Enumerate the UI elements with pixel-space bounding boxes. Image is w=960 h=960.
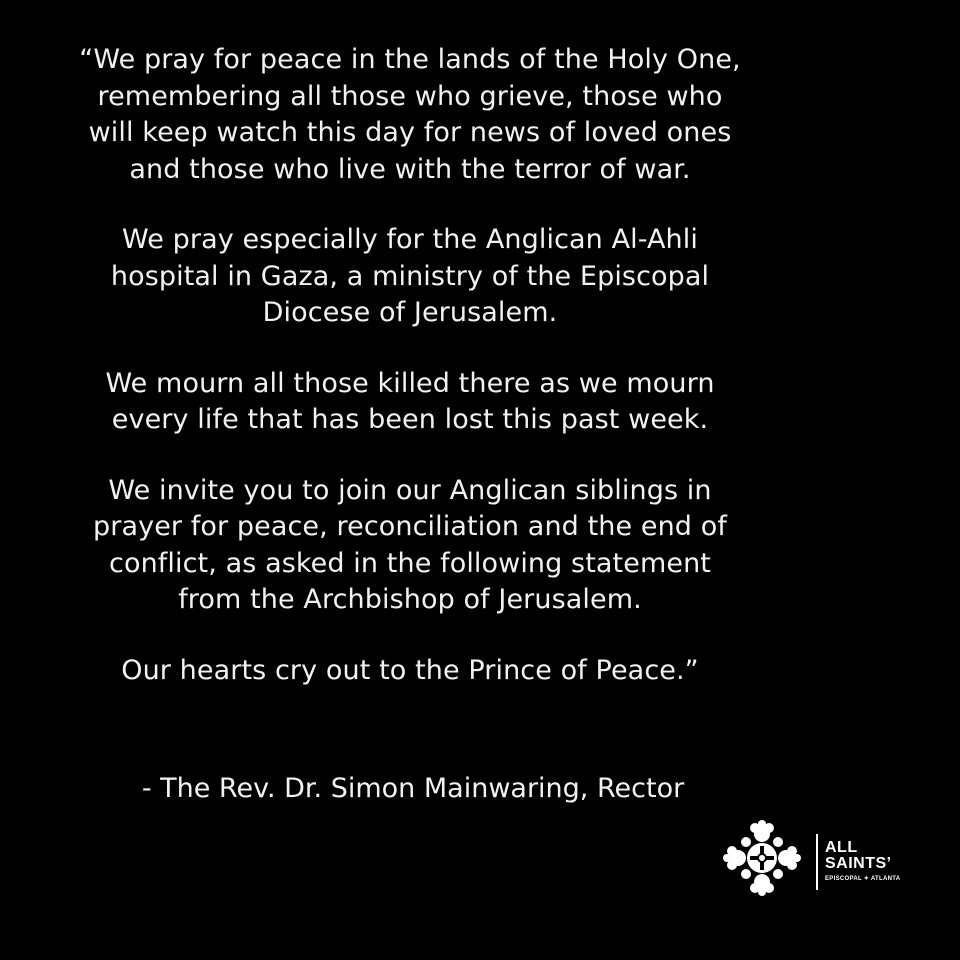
- stanza-5: [0, 653, 820, 690]
- quote-line: We mourn all those killed there as we mourn: [105, 367, 715, 399]
- quote-line: Diocese of Jerusalem.: [262, 297, 558, 328]
- quote-line: will keep watch this day for news of loved ones: [88, 117, 732, 148]
- logo-wordmark: [825, 840, 900, 882]
- logo-line-all: ALL: [825, 839, 858, 856]
- logo-divider: [816, 834, 818, 890]
- quote-line: and those who live with the terror of war.: [129, 153, 691, 185]
- logo-line-saints: SAINTS’: [825, 855, 892, 872]
- quote-line: hospital in Gaza, a ministry of the Episcopal: [110, 260, 710, 292]
- attribution: - The Rev. Dr. Simon Mainwaring, Rector: [141, 773, 685, 804]
- cross-flower-icon: [719, 820, 805, 896]
- quote-line: remembering all those who grieve, those who: [97, 80, 723, 112]
- quote-line: from the Archbishop of Jerusalem.: [178, 584, 642, 615]
- stanza-2: [0, 222, 820, 332]
- quote-line: We invite you to join our Anglican siblings in: [108, 474, 712, 506]
- logo-subtitle: EPISCOPAL ✦ ATLANTA: [825, 876, 901, 882]
- stanza-3: [0, 366, 820, 439]
- all-saints-logo: [719, 820, 919, 900]
- quote-line: prayer for peace, reconciliation and the end of: [93, 511, 727, 542]
- quote-block: [0, 42, 820, 723]
- quote-line: conflict, as asked in the following statement: [109, 547, 711, 579]
- quote-line: Our hearts cry out to the Prince of Peace.”: [121, 654, 699, 686]
- stanza-4: [0, 473, 820, 619]
- quote-line: We pray especially for the Anglican Al-Ahli: [122, 224, 698, 255]
- quote-line: “We pray for peace in the lands of the Holy One,: [79, 44, 741, 75]
- quote-line: every life that has been lost this past week.: [111, 404, 709, 435]
- stanza-1: [0, 42, 820, 188]
